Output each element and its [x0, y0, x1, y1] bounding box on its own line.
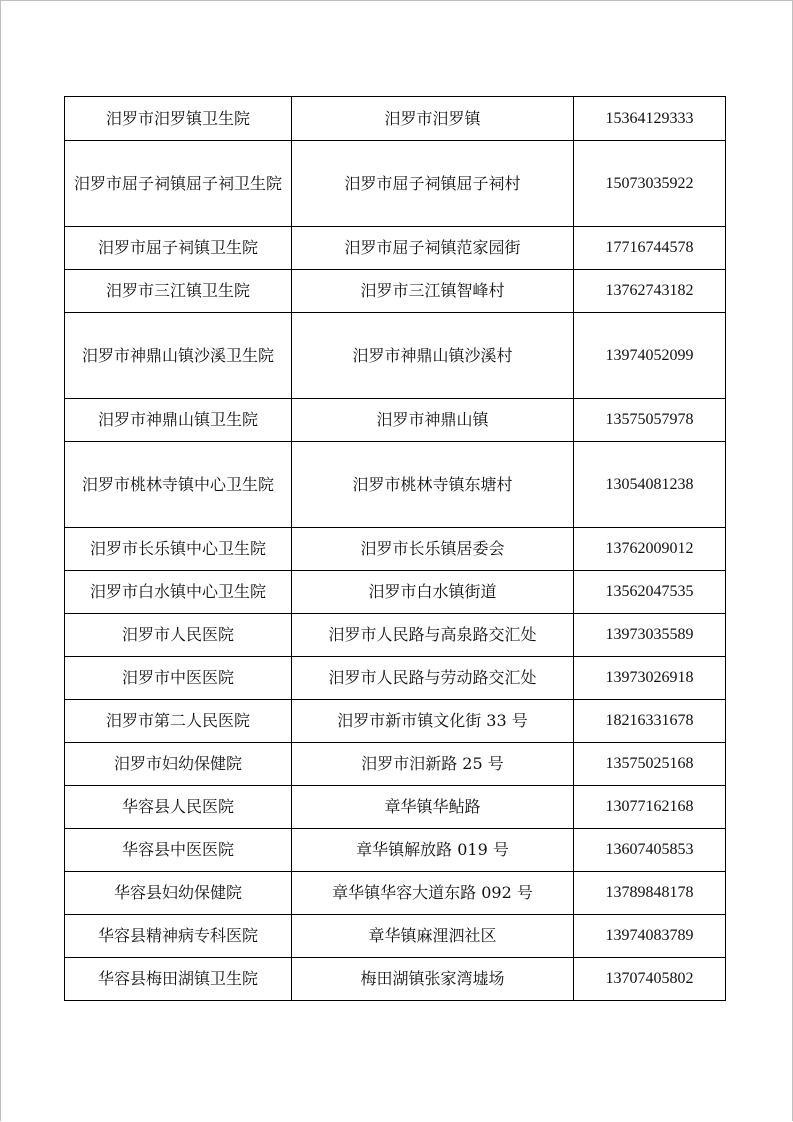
- table-row: [65, 786, 726, 829]
- table-row: [65, 313, 726, 399]
- hospital-address-cell: 汨罗市桃林寺镇东塘村: [292, 442, 574, 528]
- hospital-phone-cell: 13575025168: [574, 743, 726, 786]
- hospital-phone-cell: 13974083789: [574, 915, 726, 958]
- hospital-name-cell: 汨罗市屈子祠镇屈子祠卫生院: [65, 141, 292, 227]
- table-row: [65, 829, 726, 872]
- hospital-address-cell: 汨罗市汨罗镇: [292, 97, 574, 141]
- hospital-name-cell: 汨罗市神鼎山镇沙溪卫生院: [65, 313, 292, 399]
- hospital-phone-cell: 15364129333: [574, 97, 726, 141]
- hospital-address-cell: 汨罗市屈子祠镇范家园街: [292, 227, 574, 270]
- table-row: [65, 97, 726, 141]
- hospital-phone-cell: 17716744578: [574, 227, 726, 270]
- hospital-address-cell: 汨罗市汨新路 25 号: [292, 743, 574, 786]
- hospital-address-cell: 汨罗市长乐镇居委会: [292, 528, 574, 571]
- hospital-name-cell: 华容县人民医院: [65, 786, 292, 829]
- hospital-address-cell: 汨罗市神鼎山镇: [292, 399, 574, 442]
- hospital-address-cell: 汨罗市人民路与劳动路交汇处: [292, 657, 574, 700]
- hospital-address-cell: 章华镇解放路 019 号: [292, 829, 574, 872]
- table-row: [65, 743, 726, 786]
- hospital-phone-cell: 13974052099: [574, 313, 726, 399]
- hospital-address-cell: 汨罗市白水镇街道: [292, 571, 574, 614]
- hospital-address-cell: 汨罗市神鼎山镇沙溪村: [292, 313, 574, 399]
- table-row: [65, 399, 726, 442]
- table-row: [65, 958, 726, 1001]
- hospital-phone-cell: 13707405802: [574, 958, 726, 1001]
- hospital-name-cell: 华容县精神病专科医院: [65, 915, 292, 958]
- table-row: [65, 872, 726, 915]
- hospital-phone-cell: 18216331678: [574, 700, 726, 743]
- table-row: [65, 270, 726, 313]
- hospital-address-cell: 梅田湖镇张家湾墟场: [292, 958, 574, 1001]
- hospital-phone-cell: 15073035922: [574, 141, 726, 227]
- hospital-address-cell: 章华镇麻浬泗社区: [292, 915, 574, 958]
- hospital-phone-cell: 13789848178: [574, 872, 726, 915]
- hospital-name-cell: 华容县中医医院: [65, 829, 292, 872]
- table-row: [65, 571, 726, 614]
- hospital-phone-cell: 13762009012: [574, 528, 726, 571]
- hospital-name-cell: 汨罗市屈子祠镇卫生院: [65, 227, 292, 270]
- hospital-address-cell: 章华镇华容大道东路 092 号: [292, 872, 574, 915]
- table-row: [65, 442, 726, 528]
- hospital-phone-cell: 13054081238: [574, 442, 726, 528]
- hospital-name-cell: 汨罗市中医医院: [65, 657, 292, 700]
- table-row: [65, 614, 726, 657]
- hospital-address-cell: 汨罗市人民路与高泉路交汇处: [292, 614, 574, 657]
- hospital-name-cell: 汨罗市第二人民医院: [65, 700, 292, 743]
- table-row: [65, 141, 726, 227]
- hospital-name-cell: 汨罗市汨罗镇卫生院: [65, 97, 292, 141]
- hospital-address-cell: 汨罗市新市镇文化街 33 号: [292, 700, 574, 743]
- hospital-address-cell: 章华镇华鲇路: [292, 786, 574, 829]
- table-row: [65, 915, 726, 958]
- hospital-name-cell: 汨罗市神鼎山镇卫生院: [65, 399, 292, 442]
- hospital-name-cell: 汨罗市三江镇卫生院: [65, 270, 292, 313]
- hospital-table: [64, 96, 726, 1001]
- hospital-phone-cell: 13607405853: [574, 829, 726, 872]
- hospital-phone-cell: 13973035589: [574, 614, 726, 657]
- hospital-phone-cell: 13762743182: [574, 270, 726, 313]
- hospital-phone-cell: 13562047535: [574, 571, 726, 614]
- hospital-name-cell: 汨罗市人民医院: [65, 614, 292, 657]
- hospital-name-cell: 华容县妇幼保健院: [65, 872, 292, 915]
- table-row: [65, 700, 726, 743]
- hospital-phone-cell: 13575057978: [574, 399, 726, 442]
- hospital-phone-cell: 13077162168: [574, 786, 726, 829]
- hospital-name-cell: 汨罗市桃林寺镇中心卫生院: [65, 442, 292, 528]
- hospital-phone-cell: 13973026918: [574, 657, 726, 700]
- table-row: [65, 657, 726, 700]
- hospital-name-cell: 汨罗市白水镇中心卫生院: [65, 571, 292, 614]
- hospital-name-cell: 汨罗市长乐镇中心卫生院: [65, 528, 292, 571]
- table-row: [65, 227, 726, 270]
- table-row: [65, 528, 726, 571]
- hospital-name-cell: 华容县梅田湖镇卫生院: [65, 958, 292, 1001]
- hospital-address-cell: 汨罗市屈子祠镇屈子祠村: [292, 141, 574, 227]
- hospital-address-cell: 汨罗市三江镇智峰村: [292, 270, 574, 313]
- hospital-name-cell: 汨罗市妇幼保健院: [65, 743, 292, 786]
